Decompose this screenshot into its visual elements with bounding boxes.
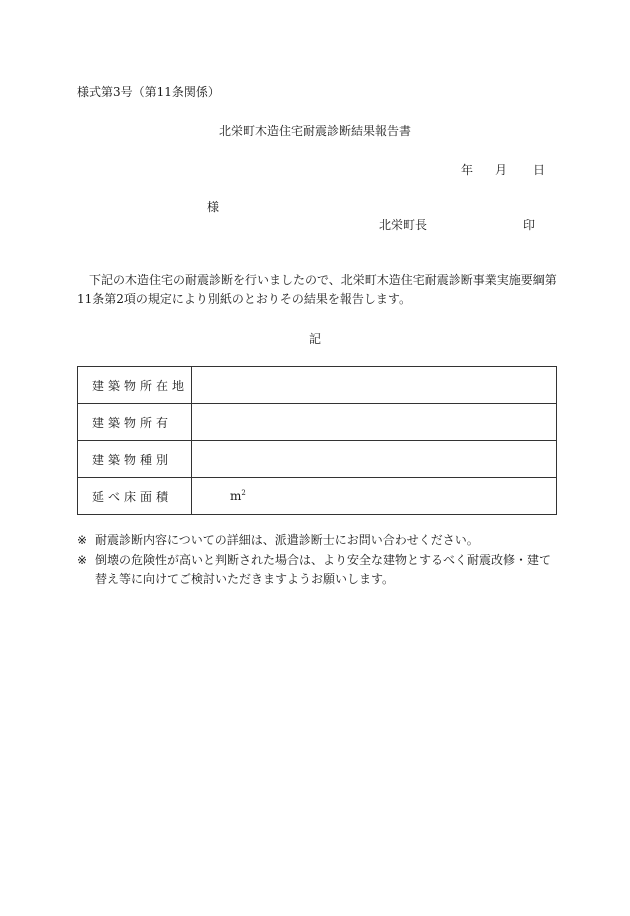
row-value-floor-area xyxy=(192,478,557,515)
area-unit: m xyxy=(230,489,242,503)
date-month-label: 月 xyxy=(495,163,508,177)
row-value-location xyxy=(192,367,557,404)
ki-heading: 記 xyxy=(308,332,321,346)
date-day-label: 日 xyxy=(533,163,546,177)
row-value-type xyxy=(192,441,557,478)
note-text: 倒壊の危険性が高いと判断された場合は、より安全な建物とするべく耐震改修・建て替え等に向けてご検討いただきますようお願いします。 xyxy=(95,553,552,586)
note-mark: ※ xyxy=(77,553,88,567)
row-label-type: 建築物種別 xyxy=(78,441,192,478)
form-number: 様式第3号（第11条関係） xyxy=(77,85,220,99)
note-item xyxy=(77,551,561,589)
row-label-location: 建築物所在地 xyxy=(78,367,192,404)
area-unit-superscript: 2 xyxy=(241,489,246,497)
addressee-suffix: 様 xyxy=(207,200,220,214)
table-row xyxy=(78,404,557,441)
document-title: 北栄町木造住宅耐震診断結果報告書 xyxy=(218,124,411,138)
building-info-table xyxy=(77,366,557,515)
table-row xyxy=(78,441,557,478)
row-label-owner: 建築物所有 xyxy=(78,404,192,441)
date-year-label: 年 xyxy=(461,163,474,177)
row-label-floor-area: 延べ床面積 xyxy=(78,478,192,515)
issuer-name: 北栄町長 xyxy=(379,218,428,232)
table-row xyxy=(78,367,557,404)
note-text: 耐震診断内容についての詳細は、派遣診断士にお問い合わせください。 xyxy=(95,533,479,547)
body-paragraph: 下記の木造住宅の耐震診断を行いましたので、北栄町木造住宅耐震診断事業実施要綱第11条第2項の規定により別紙のとおりその結果を報告します。 xyxy=(77,273,557,306)
table-row xyxy=(78,478,557,515)
row-value-owner xyxy=(192,404,557,441)
note-mark: ※ xyxy=(77,533,88,547)
note-item xyxy=(77,531,561,550)
seal-mark: 印 xyxy=(523,218,536,232)
